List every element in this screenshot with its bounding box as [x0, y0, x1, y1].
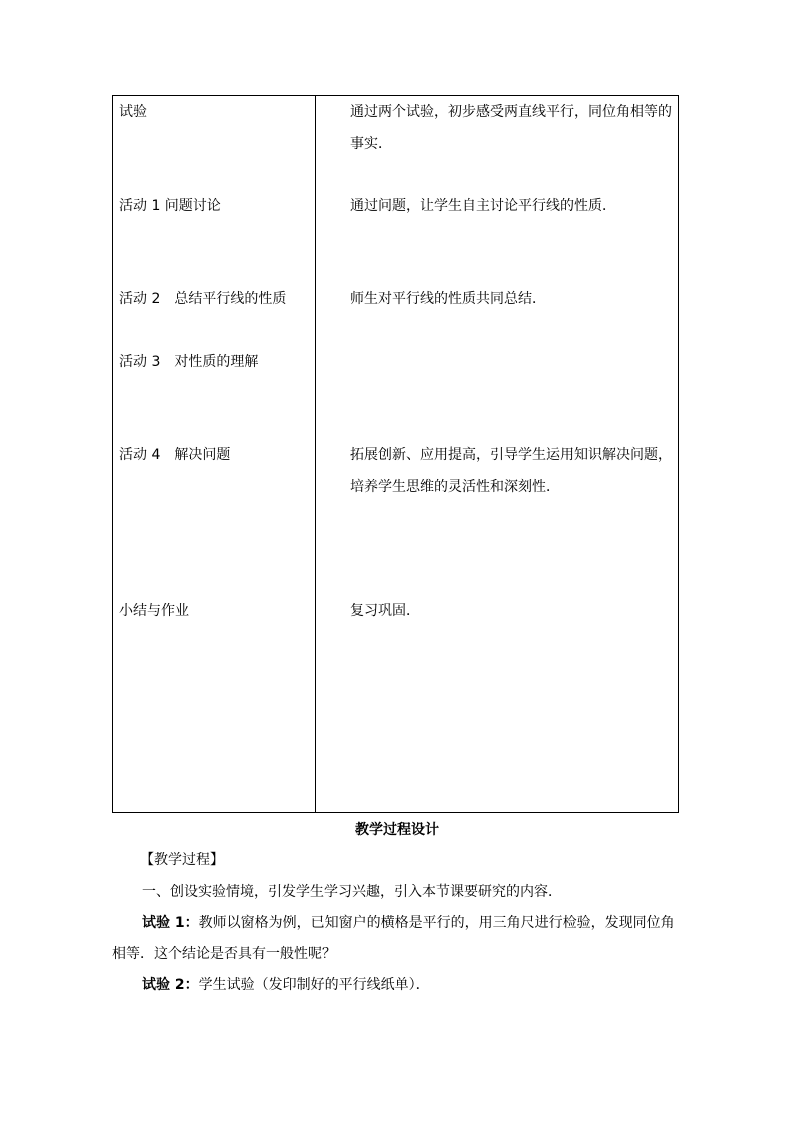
row-1-activity: 试验 — [119, 104, 147, 120]
experiment-2-label: 试验 2： — [142, 977, 199, 993]
row-1-intent: 通过两个试验，初步感受两直线平行，同位角相等的事实． — [350, 104, 672, 152]
experiment-2-paragraph — [142, 975, 430, 995]
experiment-1-label: 试验 1： — [142, 915, 199, 931]
experiment-2-text: 学生试验（发印制好的平行线纸单）． — [198, 977, 430, 993]
row-5-intent: 拓展创新、应用提高，引导学生运用知识解决问题，培养学生思维的灵活性和深刻性． — [350, 447, 672, 495]
process-line-1: 一、创设实验情境，引发学生学习兴趣，引入本节课要研究的内容． — [142, 884, 562, 900]
row-4-activity: 活动 3 对性质的理解 — [119, 354, 259, 370]
experiment-1-continuation: 相等．这个结论是否具有一般性呢？ — [112, 946, 336, 962]
row-2-intent: 通过问题，让学生自主讨论平行线的性质． — [350, 198, 616, 214]
table-column-divider — [315, 96, 316, 812]
activity-table — [112, 95, 679, 813]
experiment-1-text: 教师以窗格为例，已知窗户的横格是平行的，用三角尺进行检验，发现同位角 — [198, 915, 675, 931]
process-heading: 【教学过程】 — [140, 852, 224, 868]
experiment-1-paragraph — [142, 913, 675, 933]
section-title: 教学过程设计 — [355, 822, 439, 838]
row-6-intent: 复习巩固． — [350, 603, 420, 619]
row-5-activity: 活动 4 解决问题 — [119, 447, 231, 463]
row-2-activity: 活动 1 问题讨论 — [119, 198, 221, 214]
row-6-activity: 小结与作业 — [119, 603, 189, 619]
row-3-intent: 师生对平行线的性质共同总结． — [350, 291, 546, 307]
row-3-activity: 活动 2 总结平行线的性质 — [119, 291, 287, 307]
